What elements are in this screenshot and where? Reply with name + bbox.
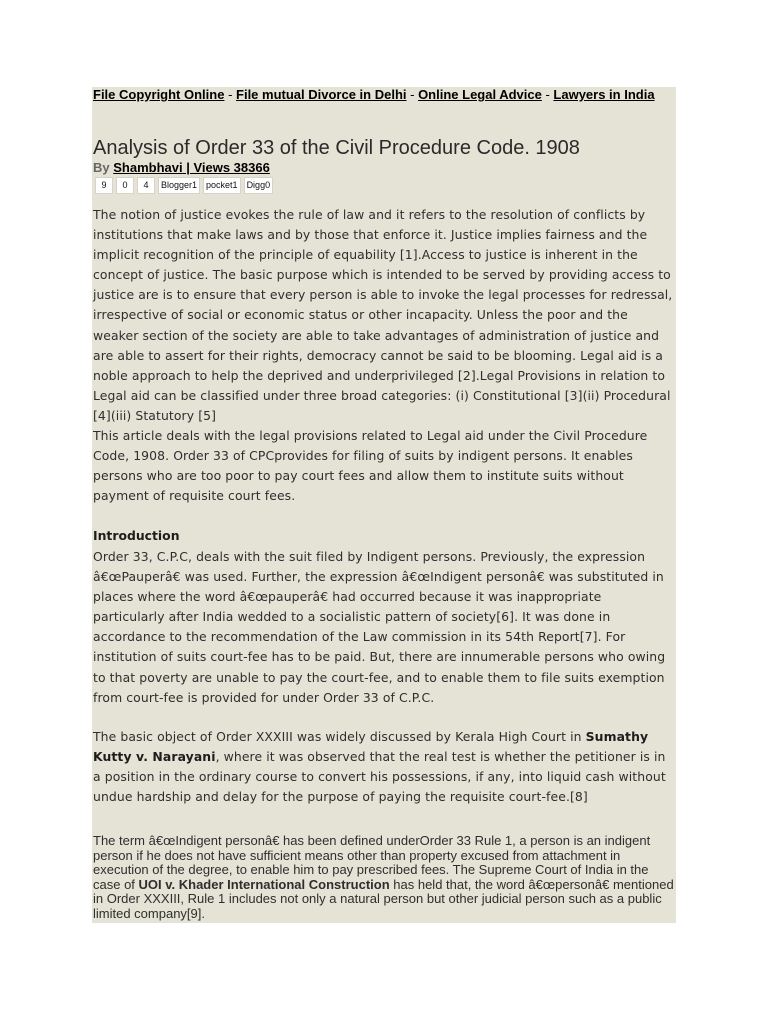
text-run: The term â€œIndigent personâ€ has been defined underOrder 33 Rule 1, a person is an indigent person if he does not have sufficient means other than property excused from attachment in execution of the degree, to enable him to pay prescribed fees. The Supreme Court of India in the case of — [93, 833, 651, 892]
paragraph-indigent-person-definition — [93, 834, 677, 922]
paragraph-article-scope: This article deals with the legal provisions related to Legal aid under the Civil Procedure Code, 1908. Order 33 of CPCprovides for filing of suits by indigent persons. It enables persons who are too poor to pay court fees and allow them to institute suits without payment of requisite court fees. — [93, 428, 648, 504]
paragraph-basic-object — [93, 727, 677, 807]
top-links — [93, 87, 663, 102]
views-count: | Views 38366 — [182, 160, 270, 175]
article-title: Analysis of Order 33 of the Civil Procedure Code. 1908 — [93, 137, 580, 159]
author-name: Shambhavi — [113, 160, 183, 175]
pocket-share-button[interactable]: pocket1 — [203, 177, 241, 194]
case-name-sumathy-kutty: Sumathy Kutty v. Narayani — [93, 729, 649, 765]
paragraph-introduction: Order 33, C.P.C, deals with the suit filed by Indigent persons. Previously, the expression â€œPauperâ€ was used. Further, the expression â€œIndigent personâ€ was substituted in places where the word â€œpauperâ€ had occurred because it was inappropriate particularly after India wedded to a socialistic pattern of society[6]. It was done in accordance to the recommendation of the Law commission in its 54th Report[7]. For institution of suits court-fee has to be paid. But, there are innumerable persons who owing to that poverty are unable to pay the court-fee, and to enable them to file suits exemption from court-fee is provided for under Order 33 of C.P.C. — [93, 549, 666, 705]
link-separator: - — [224, 87, 237, 102]
byline — [93, 160, 270, 176]
paragraph-access-to-justice: The notion of justice evokes the rule of law and it refers to the resolution of conflicts by institutions that make laws and by those that enforce it. Justice implies fairness and the implicit recognition of the principle of equability [1].Access to justice is inherent in the concept of justice. The basic purpose which is intended to be served by providing access to justice are is to ensure that every person is able to invoke the legal processes for redressal, irrespective of social or economic status or other incapacity. Unless the poor and the weaker section of the society are able to take advantages of administration of justice and are able to assert for their rights, democracy cannot be said to be blooming. Legal aid is a noble approach to help the deprived and underprivileged [2].Legal Provisions in relation to Legal aid can be classified under three broad categories: (i) Constitutional [3](ii) Procedural [4](iii) Statutory [5] — [93, 207, 673, 423]
link-online-legal-advice[interactable]: Online Legal Advice — [418, 87, 542, 102]
link-separator: - — [406, 87, 419, 102]
link-lawyers-in-india[interactable]: Lawyers in India — [553, 87, 655, 102]
share-count-3[interactable]: 4 — [137, 177, 155, 194]
link-file-copyright[interactable]: File Copyright Online — [93, 87, 225, 102]
byline-label: By — [93, 160, 114, 175]
section-heading-introduction: Introduction — [93, 528, 180, 543]
share-bar — [95, 177, 273, 193]
author-link[interactable] — [113, 160, 270, 175]
text-run: has held that, the word â€œpersonâ€ mentioned in Order XXXIII, Rule 1 includes not only a natural person but other judicial person such as a public limited company[9]. — [93, 876, 674, 921]
case-name-uoi-khader: UOI v. Khader International Construction — [138, 876, 390, 892]
share-count-1[interactable]: 9 — [95, 177, 113, 194]
link-separator: - — [541, 87, 554, 102]
text-run: The basic object of Order XXXIII was widely discussed by Kerala High Court in — [93, 729, 586, 744]
link-mutual-divorce[interactable]: File mutual Divorce in Delhi — [236, 87, 407, 102]
digg-share-button[interactable]: Digg0 — [244, 177, 274, 194]
blogger-share-button[interactable]: Blogger1 — [158, 177, 200, 194]
text-run: , where it was observed that the real test is whether the petitioner is in a position in the ordinary course to convert his possessions, if any, into liquid cash without undue hardship and delay for the purpose of paying the requisite court-fee.[8] — [93, 749, 666, 805]
share-count-2[interactable]: 0 — [116, 177, 134, 194]
